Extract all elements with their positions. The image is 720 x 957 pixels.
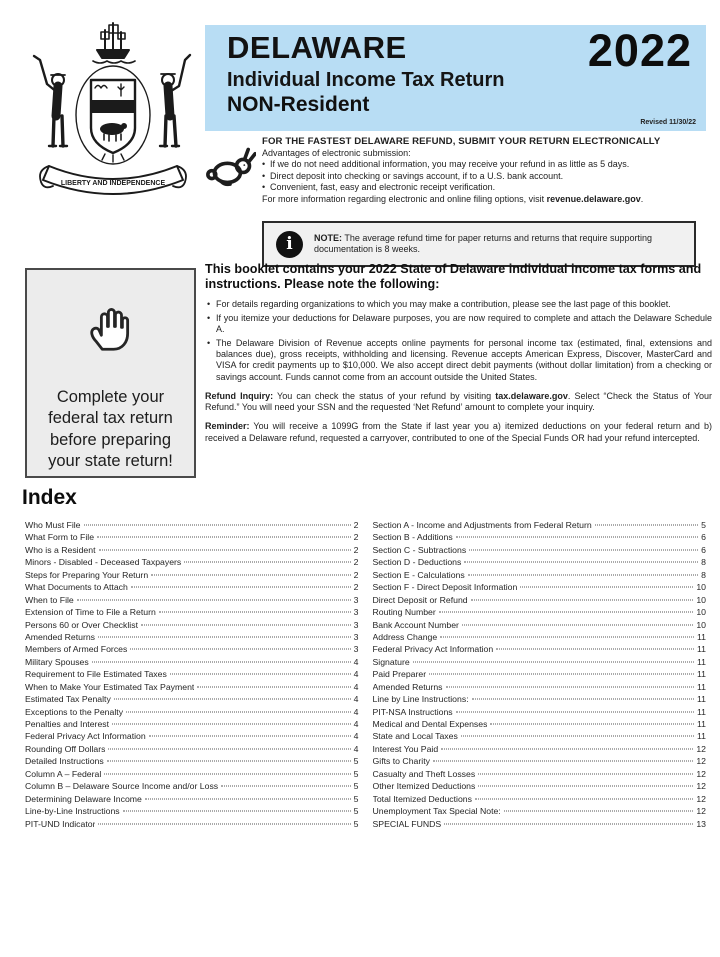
index-entry-page: 11 [696, 681, 706, 692]
index-entry-label: Section E - Calculations [372, 569, 465, 580]
index-entry-page: 4 [353, 719, 359, 729]
federal-reminder-text: Complete your federal tax return before preparing your state return! [48, 388, 173, 471]
index-entry-label: Section C - Subtractions [372, 544, 467, 555]
index-title: Index [22, 486, 77, 509]
header-residency: NON-Resident [227, 93, 370, 116]
fast-refund-text [262, 136, 660, 206]
dotted-leader [99, 549, 351, 550]
dotted-leader [131, 587, 351, 588]
dotted-leader [472, 699, 694, 700]
index-entry-label: SPECIAL FUNDS [372, 818, 442, 829]
hand-stop-icon [83, 302, 139, 358]
dotted-leader [123, 811, 351, 812]
fast-refund-more-info [262, 194, 660, 206]
dotted-leader [141, 624, 351, 625]
list-item [262, 171, 660, 183]
index-entry-page: 4 [353, 731, 359, 742]
index-entry [373, 594, 707, 606]
index-entry [373, 606, 707, 618]
header-revised-date: Revised 11/30/22 [640, 119, 696, 126]
index-entry-label: Bank Account Number [372, 619, 459, 630]
dotted-leader [456, 711, 694, 712]
dotted-leader [468, 574, 698, 575]
index-right-column [373, 519, 707, 830]
index-entry [373, 681, 707, 693]
dotted-leader [433, 761, 693, 762]
fast-refund-heading: FOR THE FASTEST DELAWARE REFUND, SUBMIT YOUR RETURN ELECTRONICALLY [262, 136, 661, 147]
index-entry-page: 10 [696, 607, 706, 618]
reminder-label: Reminder: [205, 421, 250, 432]
index-entry-label: Section A - Income and Adjustments from Federal Return [372, 520, 592, 530]
index-entry-page: 3 [353, 594, 359, 605]
index-entry-label: Persons 60 or Over Checklist [25, 619, 138, 630]
index-entry-page: 11 [696, 656, 706, 667]
index-entry-page: 3 [353, 644, 359, 655]
header-state-title: DELAWARE [227, 30, 407, 65]
state-seal-icon [25, 16, 201, 242]
index-entry-label: Unemployment Tax Special Note: [372, 806, 501, 817]
bullet-marker: • [207, 312, 211, 323]
dotted-leader [413, 661, 694, 662]
index-entry-page: 12 [696, 806, 706, 817]
index-entry [25, 619, 359, 631]
index-entry-label: Section B - Additions [372, 532, 453, 543]
dotted-leader [145, 798, 351, 799]
dotted-leader [77, 599, 351, 600]
note-label: NOTE: [314, 232, 342, 243]
index-entry-label: State and Local Taxes [372, 731, 458, 742]
index-entry-label: Column A – Federal [25, 768, 102, 779]
list-item [262, 182, 660, 194]
bullet-text: Direct deposit into checking or savings account, if to a U.S. bank account. [270, 170, 564, 181]
index-entry-page: 6 [701, 532, 706, 543]
list-item [205, 338, 712, 383]
dotted-leader [107, 761, 351, 762]
index-entry-label: Line-by-Line Instructions [25, 806, 120, 817]
index-entry-page: 12 [696, 743, 706, 754]
index-entry-label: Amended Returns [25, 631, 96, 642]
index-entry-label: Signature [372, 656, 410, 667]
index-entry-page: 5 [353, 781, 359, 792]
index-entry [25, 693, 359, 705]
bullet-text: If we do not need additional information, you may receive your refund in as little as 5 days. [270, 159, 630, 170]
index-entry-label: When to Make Your Estimated Tax Payment [25, 681, 195, 692]
dotted-leader [471, 599, 694, 600]
index-entry-page: 10 [696, 619, 706, 630]
index-entry-label: Other Itemized Deductions [372, 781, 476, 792]
index [25, 519, 706, 830]
index-entry [373, 519, 707, 531]
fast-refund-bullet-list [262, 159, 660, 194]
index-entry-page: 4 [353, 681, 359, 692]
index-entry [25, 681, 359, 693]
index-entry [373, 780, 707, 792]
dotted-leader [170, 674, 351, 675]
index-entry [373, 656, 707, 668]
index-entry-label: What Documents to Attach [25, 582, 128, 593]
index-entry-page: 11 [696, 669, 706, 680]
dotted-leader [159, 612, 351, 613]
index-entry-label: Medical and Dental Expenses [372, 719, 488, 729]
index-entry-label: Direct Deposit or Refund [372, 594, 468, 605]
bullet-text: Convenient, fast, easy and electronic receipt verification. [270, 182, 496, 193]
index-left-column [25, 519, 359, 830]
refund-inquiry-label: Refund Inquiry: [205, 390, 274, 401]
index-entry [373, 581, 707, 593]
index-entry-label: Detailed Instructions [25, 756, 104, 767]
index-entry [25, 730, 359, 742]
dotted-leader [151, 574, 351, 575]
index-entry-page: 11 [696, 731, 706, 742]
index-entry-page: 8 [701, 557, 706, 568]
dotted-leader [221, 786, 351, 787]
booklet-bullet-list [205, 299, 712, 383]
index-entry [25, 606, 359, 618]
index-entry [25, 569, 359, 581]
index-entry [25, 818, 359, 830]
info-icon [276, 231, 303, 258]
index-entry-page: 2 [353, 569, 359, 580]
index-entry [25, 805, 359, 817]
index-entry [373, 805, 707, 817]
header-subtitle: Individual Income Tax Return [227, 69, 505, 91]
dotted-leader [496, 649, 694, 650]
refund-inquiry-paragraph [205, 391, 712, 414]
dotted-leader [490, 724, 694, 725]
index-entry [373, 818, 707, 830]
note-box [262, 221, 696, 267]
dotted-leader [461, 736, 694, 737]
bullet-text: For details regarding organizations to which you may make a contribution, please see the last page of this booklet. [216, 298, 671, 309]
index-entry [373, 793, 707, 805]
dotted-leader [446, 686, 694, 687]
dotted-leader [440, 636, 694, 637]
seal-motto: LIBERTY AND INDEPENDENCE [60, 180, 166, 187]
index-entry [25, 531, 359, 543]
index-entry-label: Total Itemized Deductions [372, 793, 472, 804]
index-entry-page: 2 [353, 544, 359, 555]
index-entry [373, 531, 707, 543]
index-entry-page: 11 [696, 706, 706, 717]
index-entry [373, 718, 707, 730]
dotted-leader [97, 537, 351, 538]
dotted-leader [456, 537, 698, 538]
index-entry-label: Requirement to File Estimated Taxes [25, 669, 167, 680]
delaware-coat-of-arms [25, 16, 201, 242]
header [205, 25, 706, 131]
more-info-prefix: For more information regarding electronic and online filing options, visit [262, 193, 547, 204]
bullet-marker: • [262, 159, 266, 170]
dotted-leader [98, 823, 350, 824]
dotted-leader [197, 686, 350, 687]
index-entry-page: 3 [353, 607, 359, 618]
bullet-marker: • [262, 170, 266, 181]
dotted-leader [92, 661, 351, 662]
index-entry-label: Who Must File [25, 520, 81, 530]
fast-refund-intro: Advantages of electronic submission: [262, 147, 411, 158]
note-body: The average refund time for paper returns and returns that require supporting documentation is 8 weeks. [314, 232, 653, 254]
booklet-heading: This booklet contains your 2022 State of Delaware individual income tax forms and instructions. Please note the following: [205, 262, 702, 292]
index-entry-page: 10 [696, 594, 706, 605]
index-entry [373, 631, 707, 643]
index-entry [373, 693, 707, 705]
bullet-marker: • [262, 182, 266, 193]
index-entry-page: 2 [353, 532, 359, 543]
index-entry-page: 11 [696, 694, 706, 705]
index-entry [373, 619, 707, 631]
dotted-leader [475, 798, 693, 799]
index-entry-label: Military Spouses [25, 656, 89, 667]
index-entry [25, 656, 359, 668]
index-entry-page: 11 [696, 631, 706, 642]
index-entry-page: 2 [353, 582, 359, 593]
index-entry [25, 519, 359, 531]
dotted-leader [462, 624, 693, 625]
dotted-leader [478, 773, 693, 774]
index-entry-label: Who is a Resident [25, 544, 96, 555]
index-entry-page: 12 [696, 768, 706, 779]
index-entry-label: Section F - Direct Deposit Information [372, 582, 518, 593]
index-entry [373, 569, 707, 581]
fast-refund-section [204, 136, 712, 206]
index-entry-label: Routing Number [372, 607, 436, 618]
index-entry [25, 643, 359, 655]
bullet-text: If you itemize your deductions for Delaware purposes, you are now required to complete and attach the Delaware Schedule A. [216, 312, 712, 334]
dotted-leader [126, 711, 351, 712]
rabbit-icon [204, 146, 256, 206]
index-entry-page: 5 [353, 818, 359, 829]
revenue-website: revenue.delaware.gov [546, 193, 641, 204]
index-entry-label: Address Change [372, 631, 438, 642]
index-entry [25, 544, 359, 556]
index-entry [25, 780, 359, 792]
dotted-leader [444, 823, 693, 824]
index-entry-page: 6 [701, 544, 706, 555]
index-entry-label: Interest You Paid [372, 743, 439, 754]
index-entry [25, 594, 359, 606]
index-entry [25, 668, 359, 680]
index-entry-label: Federal Privacy Act Information [25, 731, 146, 742]
reminder-paragraph [205, 421, 712, 444]
index-entry [373, 768, 707, 780]
dotted-leader [469, 549, 698, 550]
index-entry-page: 4 [353, 656, 359, 667]
dotted-leader [98, 636, 351, 637]
index-entry [25, 793, 359, 805]
index-entry [25, 581, 359, 593]
index-entry-page: 13 [696, 818, 706, 829]
index-entry [373, 556, 707, 568]
note-text [314, 233, 682, 255]
dotted-leader [84, 525, 351, 526]
index-entry-label: Members of Armed Forces [25, 644, 128, 655]
federal-reminder-box [25, 268, 196, 478]
index-entry-page: 5 [353, 806, 359, 817]
bullet-text: The Delaware Division of Revenue accepts online payments for personal income tax (estimated, final, extensions and balances due), gross receipts, withholding and licensing. Revenue accepts American Express, Discover, MasterCard and VISA for credit payments up to $10,000. We also accept direct debit payments (without dollar limitation) from a checking or savings account. Funds cannot come from an account outside the United States. [216, 337, 712, 382]
index-entry-label: Casualty and Theft Losses [372, 768, 476, 779]
index-entry [25, 743, 359, 755]
index-entry-label: Section D - Deductions [372, 557, 462, 568]
index-entry [373, 643, 707, 655]
index-entry-page: 3 [353, 631, 359, 642]
index-entry-label: Federal Privacy Act Information [372, 644, 494, 655]
index-entry-page: 4 [353, 743, 359, 754]
booklet-info-section [205, 262, 712, 444]
index-entry-label: What Form to File [25, 532, 95, 543]
index-entry [25, 556, 359, 568]
list-item [205, 313, 712, 336]
index-entry-page: 4 [353, 669, 359, 680]
dotted-leader [520, 587, 693, 588]
index-entry-page: 5 [701, 520, 706, 530]
dotted-leader [595, 525, 698, 526]
dotted-leader [149, 736, 351, 737]
index-entry-page: 12 [696, 781, 706, 792]
index-entry [373, 755, 707, 767]
index-entry-label: Line by Line Instructions: [372, 694, 469, 705]
index-entry-page: 5 [353, 768, 359, 779]
index-entry [373, 706, 707, 718]
index-entry [373, 730, 707, 742]
index-entry-label: Exceptions to the Penalty [25, 706, 124, 717]
refund-inquiry-after: . Select “Check the Status of Your Refund.” You will need your SSN and the requested ‘Net Refund’ amount to complete your inquiry. [205, 390, 713, 413]
index-entry-page: 5 [353, 793, 359, 804]
dotted-leader [114, 699, 351, 700]
index-entry-page: 12 [696, 793, 706, 804]
header-year: 2022 [587, 25, 692, 76]
index-entry-page: 11 [696, 644, 706, 655]
list-item [262, 159, 660, 171]
list-item [205, 299, 712, 310]
index-entry-label: PIT-NSA Instructions [372, 706, 453, 717]
ship-hull [97, 50, 129, 58]
dotted-leader [504, 811, 694, 812]
index-entry-page: 5 [353, 756, 359, 767]
index-entry-label: Column B – Delaware Source Income and/or Loss [25, 781, 219, 792]
refund-inquiry-before: You can check the status of your refund by visiting [273, 390, 496, 401]
index-entry [373, 668, 707, 680]
index-entry-page: 2 [353, 520, 359, 530]
index-entry-label: Rounding Off Dollars [25, 743, 106, 754]
reminder-text: You will receive a 1099G from the State if last year you a) itemized deductions on your federal return and b) received a Delaware refund, requested a carryover, contributed to one of the Special Funds OR had your refund intercepted. [205, 421, 712, 443]
index-entry [373, 743, 707, 755]
index-entry-page: 4 [353, 706, 359, 717]
dotted-leader [464, 562, 698, 563]
tax-website: tax.delaware.gov [495, 390, 568, 401]
index-entry-label: Amended Returns [372, 681, 443, 692]
index-entry-label: Estimated Tax Penalty [25, 694, 111, 705]
index-entry [373, 544, 707, 556]
dotted-leader [130, 649, 350, 650]
index-entry-page: 2 [353, 557, 359, 568]
index-entry [25, 768, 359, 780]
index-entry-label: Extension of Time to File a Return [25, 607, 156, 618]
index-entry-page: 12 [696, 756, 706, 767]
more-info-suffix: . [640, 193, 644, 204]
index-entry-label: Determining Delaware Income [25, 793, 142, 804]
index-entry [25, 631, 359, 643]
index-entry [25, 755, 359, 767]
index-entry-page: 11 [696, 719, 706, 729]
index-entry-label: Steps for Preparing Your Return [25, 569, 149, 580]
dotted-leader [108, 748, 350, 749]
info-glyph: i [286, 234, 293, 254]
dotted-leader [439, 612, 694, 613]
bullet-marker: • [207, 337, 211, 348]
index-entry-label: Minors - Disabled - Deceased Taxpayers [25, 557, 182, 568]
dotted-leader [441, 748, 693, 749]
index-entry-label: Gifts to Charity [372, 756, 430, 767]
index-entry-page: 4 [353, 694, 359, 705]
index-entry-page: 8 [701, 569, 706, 580]
dotted-leader [184, 562, 350, 563]
index-entry [25, 706, 359, 718]
index-entry-label: When to File [25, 594, 74, 605]
dotted-leader [112, 724, 351, 725]
index-entry-label: Paid Preparer [372, 669, 427, 680]
index-entry [25, 718, 359, 730]
index-entry-page: 3 [353, 619, 359, 630]
index-entry-label: Penalties and Interest [25, 719, 110, 729]
dotted-leader [104, 773, 350, 774]
dotted-leader [429, 674, 694, 675]
index-entry-label: PIT-UND Indicator [25, 818, 96, 829]
index-entry-page: 10 [696, 582, 706, 593]
dotted-leader [478, 786, 693, 787]
bullet-marker: • [207, 298, 211, 309]
